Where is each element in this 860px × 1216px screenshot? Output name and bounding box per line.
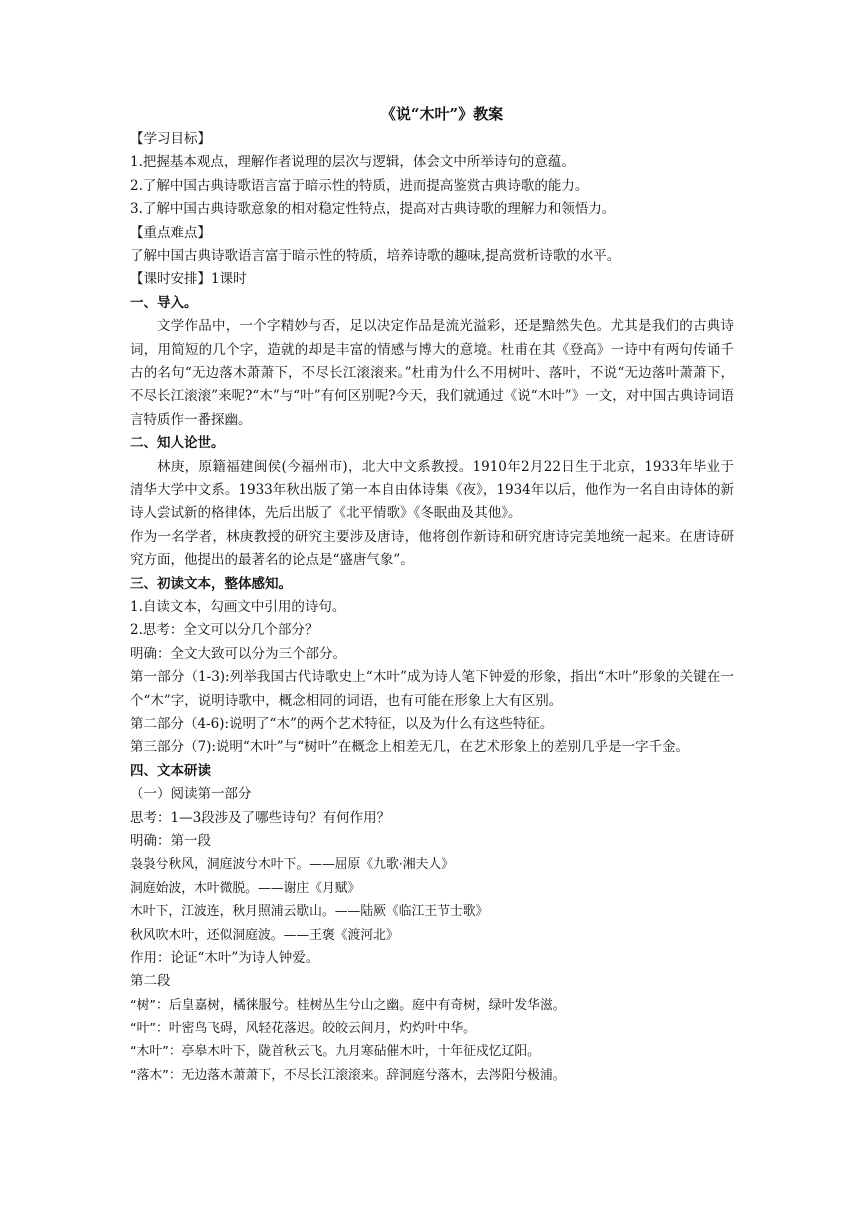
quote-line: “落木”：无边落木萧萧下，不尽长江滚滚来。辞洞庭兮落木，去涔阳兮极浦。 [130, 1067, 566, 1083]
first-read-item: 1.自读文本，勾画文中引用的诗句。 [130, 598, 346, 615]
structure-part: 第一部分（1-3):列举我国古代诗歌史上“木叶”成为诗人笔下钟爱的形象，指出“木叶”形象的关键在一个“木”字，说明诗歌中，概念相同的词语，也有可能在形象上大有区别。 [130, 669, 734, 709]
first-read-item: 明确：全文大致可以分为三个部分。 [130, 645, 346, 662]
study-answer: 明确：第一段 [130, 832, 211, 849]
section-heading-intro: 一、导入。 [130, 294, 198, 311]
poem-line: 袅袅兮秋风，洞庭波兮木叶下。——屈原《九歌·湘夫人》 [130, 857, 454, 873]
section-heading-author: 二、知人论世。 [130, 435, 225, 452]
section-heading-first-read: 三、初读文本，整体感知。 [130, 575, 292, 592]
document-page [130, 100, 734, 1087]
schedule: 【课时安排】1课时 [130, 271, 247, 288]
study-question: 思考：1—3段涉及了哪些诗句？有何作用？ [130, 809, 391, 826]
poem-line: 木叶下，江波连，秋月照浦云歇山。——陆厥《临江王节士歌》 [130, 904, 489, 920]
quote-line: “木叶”：亭皋木叶下，陇首秋云飞。九月寒砧催木叶，十年征戍忆辽阳。 [130, 1044, 540, 1060]
quote-line: “叶”：叶密鸟飞碍，风轻花落迟。皎皎云间月，灼灼叶中华。 [130, 1021, 476, 1037]
objective-item: 1.把握基本观点，理解作者说理的层次与逻辑，体会文中所举诗句的意蕴。 [130, 154, 575, 171]
section-heading-study: 四、文本研读 [130, 762, 211, 779]
key-points-text: 了解中国古典诗歌语言富于暗示性的特质，培养诗歌的趣味,提高赏析诗歌的水平。 [130, 247, 621, 264]
objective-item: 3.了解中国古典诗歌意象的相对稳定性特点，提高对古典诗歌的理解力和领悟力。 [130, 201, 616, 218]
first-read-item: 2.思考：全文可以分几个部分？ [130, 622, 319, 639]
effect-text: 作用：论证“木叶”为诗人钟爱。 [130, 949, 320, 966]
structure-part: 第二部分（4-6):说明了“木”的两个艺术特征，以及为什么有这些特征。 [130, 715, 554, 732]
objective-item: 2.了解中国古典诗歌语言富于暗示性的特质，进而提高鉴赏古典诗歌的能力。 [130, 177, 589, 194]
key-points-heading: 【重点难点】 [130, 224, 211, 241]
author-paragraph: 林庚，原籍福建闽侯(今福州市)，北大中文系教授。1910年2月22日生于北京，1933年毕业于清华大学中文系。1933年秋出版了第一本自由体诗集《夜》，1934年以后，他作为一名自由诗体的新诗人尝试新的格律体，先后出版了《北平情歌》《冬眠曲及其他》。 [130, 458, 734, 522]
intro-paragraph: 文学作品中，一个字精妙与否，足以决定作品是流光溢彩，还是黯然失色。尤其是我们的古典诗词，用简短的几个字，造就的却是丰富的情感与博大的意境。杜甫在其《登高》一诗中有两句传诵千古的名句“无边落木萧萧下，不尽长江滚滚来。”杜甫为什么不用树叶、落叶，不说“无边落叶萧萧下，不尽长江滚滚”来呢?“木”与“叶”有何区别呢?今天，我们就通过《说“木叶”》一文，对中国古典诗词语言特质作一番探幽。 [130, 318, 734, 428]
paragraph-two-label: 第二段 [130, 973, 171, 990]
structure-part: 第三部分（7):说明“木叶”与“树叶”在概念上相差无几，在艺术形象上的差别几乎是一字千金。 [130, 739, 690, 756]
page-title: 《说“木叶”》教案 [380, 105, 504, 123]
poem-line: 洞庭始波，木叶微脱。——谢庄《月赋》 [130, 880, 361, 896]
author-paragraph-2: 作为一名学者，林庚教授的研究主要涉及唐诗，他将创作新诗和研究唐诗完美地统一起来。在唐诗研究方面，他提出的最著名的论点是“盛唐气象”。 [130, 528, 734, 569]
objectives-heading: 【学习目标】 [130, 131, 211, 147]
quote-line: “树”：后皇嘉树，橘徕服兮。桂树丛生兮山之幽。庭中有奇树，绿叶发华滋。 [130, 997, 566, 1013]
poem-line: 秋风吹木叶，还似洞庭波。——王褒《渡河北》 [130, 927, 399, 943]
subsection-heading: （一）阅读第一部分 [130, 786, 252, 803]
